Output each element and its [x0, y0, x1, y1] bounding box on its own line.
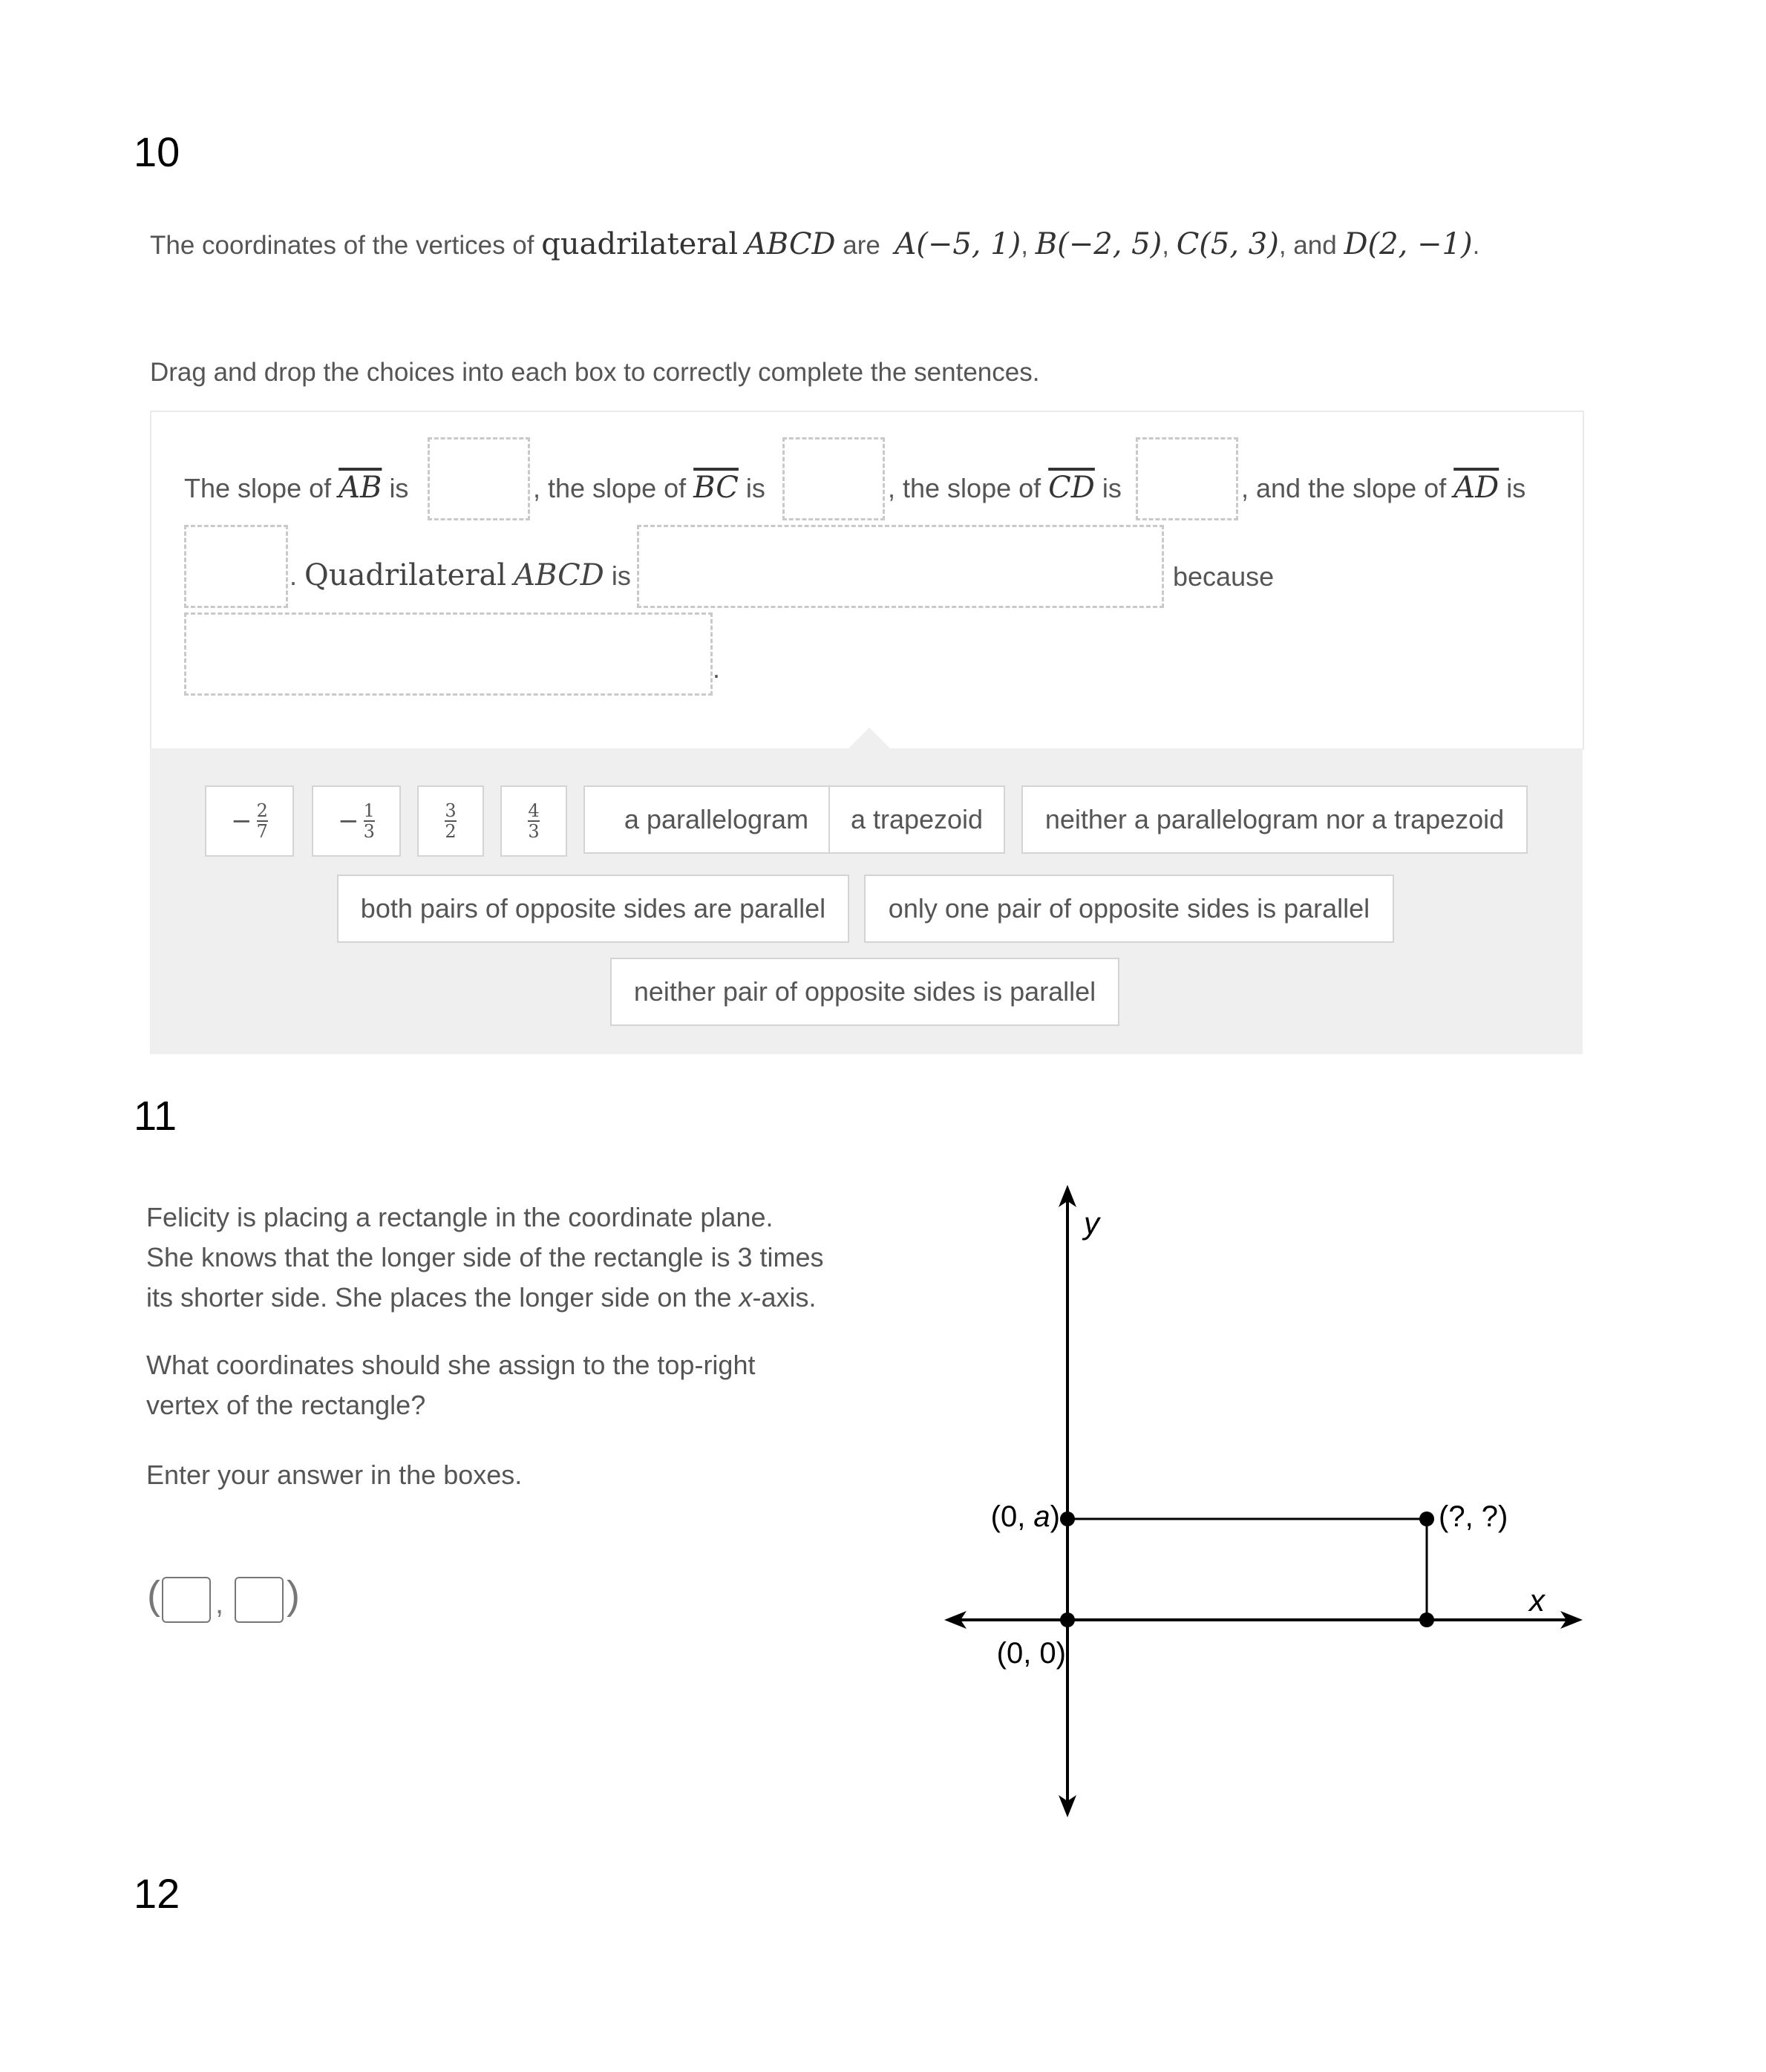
- fraction: [257, 801, 268, 841]
- label-unknown-point: (?, ?): [1439, 1500, 1508, 1533]
- point-origin: [1060, 1612, 1075, 1627]
- sentence-slope-ab: [184, 471, 408, 505]
- y-axis-label: y: [1084, 1206, 1099, 1241]
- sep: , and: [1278, 231, 1337, 260]
- q10-instructions: Drag and drop the choices into each box to correctly complete the sentences.: [150, 358, 1040, 387]
- q11-paragraph-3: Enter your answer in the boxes.: [146, 1460, 523, 1490]
- question-number-10: 10: [134, 128, 180, 175]
- drop-box-slope-bc[interactable]: [782, 437, 885, 520]
- text-line: vertex of the rectangle?: [146, 1390, 426, 1420]
- q11-paragraph-2: [146, 1345, 755, 1425]
- denominator: 3: [363, 821, 375, 842]
- intro-are: are: [843, 231, 880, 260]
- question-number-12: 12: [134, 1870, 180, 1917]
- coordinate-graph: [943, 1180, 1589, 1826]
- answer-comma: ,: [215, 1587, 224, 1620]
- fraction: [445, 801, 456, 841]
- vertex-c: C(5, 3): [1176, 227, 1279, 261]
- label-0-a: [991, 1500, 1060, 1533]
- text: , the slope of: [888, 473, 1041, 503]
- tray-notch: [848, 728, 890, 748]
- text: is: [1102, 473, 1122, 503]
- choice-parallelogram[interactable]: a parallelogram: [583, 785, 849, 854]
- text-line: [146, 1278, 824, 1318]
- segment-ad: $\overline{AD}$: [1453, 471, 1500, 505]
- text: is: [1506, 473, 1526, 503]
- q11-paragraph-1: [146, 1197, 824, 1318]
- answer-box-x[interactable]: [162, 1577, 211, 1623]
- vertex-b: B(−2, 5): [1035, 227, 1162, 261]
- numerator: 3: [445, 800, 457, 821]
- question-number-11: 11: [134, 1092, 177, 1139]
- minus-sign: −: [338, 806, 359, 836]
- text: .: [290, 561, 298, 591]
- segment-bc: $\overline{BC}$: [693, 471, 739, 505]
- fraction: [364, 801, 375, 841]
- point-x-axis-corner: [1419, 1612, 1434, 1627]
- sep: .: [1472, 231, 1480, 260]
- text: ): [1050, 1500, 1060, 1533]
- answer-close-paren: ): [287, 1573, 300, 1618]
- choice-both-parallel[interactable]: both pairs of opposite sides are parallel: [337, 875, 849, 943]
- sentence-slope-ad: [1241, 471, 1525, 505]
- sentence-end-dot: .: [713, 653, 721, 684]
- label-origin: (0, 0): [996, 1637, 1066, 1670]
- sep: ,: [1162, 231, 1169, 260]
- intro-quad-name: ABCD: [745, 227, 836, 261]
- choice-slope-neg-2-7[interactable]: [205, 785, 294, 857]
- var-x: x: [739, 1282, 753, 1313]
- fraction: [528, 801, 539, 841]
- denominator: 2: [445, 821, 457, 842]
- sentence-because: because: [1173, 561, 1275, 592]
- x-axis-label: x: [1529, 1583, 1545, 1618]
- text: its shorter side. She places the longer side on the: [146, 1282, 732, 1313]
- choice-neither-shape[interactable]: neither a parallelogram nor a trapezoid: [1021, 785, 1528, 854]
- text-line: What coordinates should she assign to the top-right: [146, 1350, 756, 1380]
- choice-slope-neg-1-3[interactable]: [312, 785, 401, 857]
- segment-ab: $\overline{AB}$: [339, 471, 382, 505]
- text: is: [745, 473, 765, 503]
- denominator: 3: [528, 821, 540, 842]
- text: is: [611, 561, 631, 591]
- choice-neither-parallel[interactable]: neither pair of opposite sides is parallel: [610, 958, 1119, 1026]
- sentence-slope-cd: [888, 471, 1122, 505]
- answer-open-paren: (: [147, 1573, 160, 1618]
- minus-sign: −: [231, 806, 252, 836]
- quad-name: ABCD: [514, 558, 604, 592]
- text-line: She knows that the longer side of the rectangle is 3 times: [146, 1242, 824, 1272]
- drop-box-slope-ad[interactable]: [184, 525, 288, 608]
- numerator: 4: [528, 800, 540, 821]
- intro-prefix: The coordinates of the vertices of: [150, 231, 534, 260]
- var-a: a: [1033, 1500, 1050, 1533]
- q10-intro: [150, 227, 1479, 261]
- text: is: [389, 473, 409, 503]
- intro-quad-word: quadrilateral: [541, 227, 739, 261]
- drop-box-slope-cd[interactable]: [1136, 437, 1238, 520]
- text: The slope of: [184, 473, 332, 503]
- drop-box-slope-ab[interactable]: [428, 437, 530, 520]
- vertex-a: A(−5, 1): [895, 227, 1021, 261]
- choice-one-parallel[interactable]: only one pair of opposite sides is parallel: [864, 875, 1394, 943]
- numerator: 1: [363, 800, 375, 821]
- point-unknown: [1419, 1511, 1434, 1526]
- choice-slope-3-2[interactable]: [417, 785, 484, 857]
- sentence-slope-bc: [533, 471, 765, 505]
- choice-slope-4-3[interactable]: [500, 785, 567, 857]
- choice-trapezoid[interactable]: a trapezoid: [828, 785, 1005, 854]
- text: -axis.: [752, 1282, 817, 1313]
- vertex-d: D(2, −1): [1344, 227, 1473, 261]
- sep: ,: [1021, 231, 1029, 260]
- drop-box-reason[interactable]: [184, 612, 713, 696]
- numerator: 2: [256, 800, 268, 821]
- text: Quadrilateral: [304, 558, 507, 592]
- sentence-quadrilateral: [290, 558, 631, 592]
- point-0-a: [1060, 1511, 1075, 1526]
- answer-box-y[interactable]: [235, 1577, 284, 1623]
- text: (0,: [990, 1500, 1034, 1533]
- segment-cd: $\overline{CD}$: [1048, 471, 1095, 505]
- text: , and the slope of: [1241, 473, 1447, 503]
- text: , the slope of: [533, 473, 687, 503]
- drop-box-classification[interactable]: [637, 525, 1164, 608]
- denominator: 7: [256, 821, 268, 842]
- text-line: Felicity is placing a rectangle in the coordinate plane.: [146, 1202, 774, 1232]
